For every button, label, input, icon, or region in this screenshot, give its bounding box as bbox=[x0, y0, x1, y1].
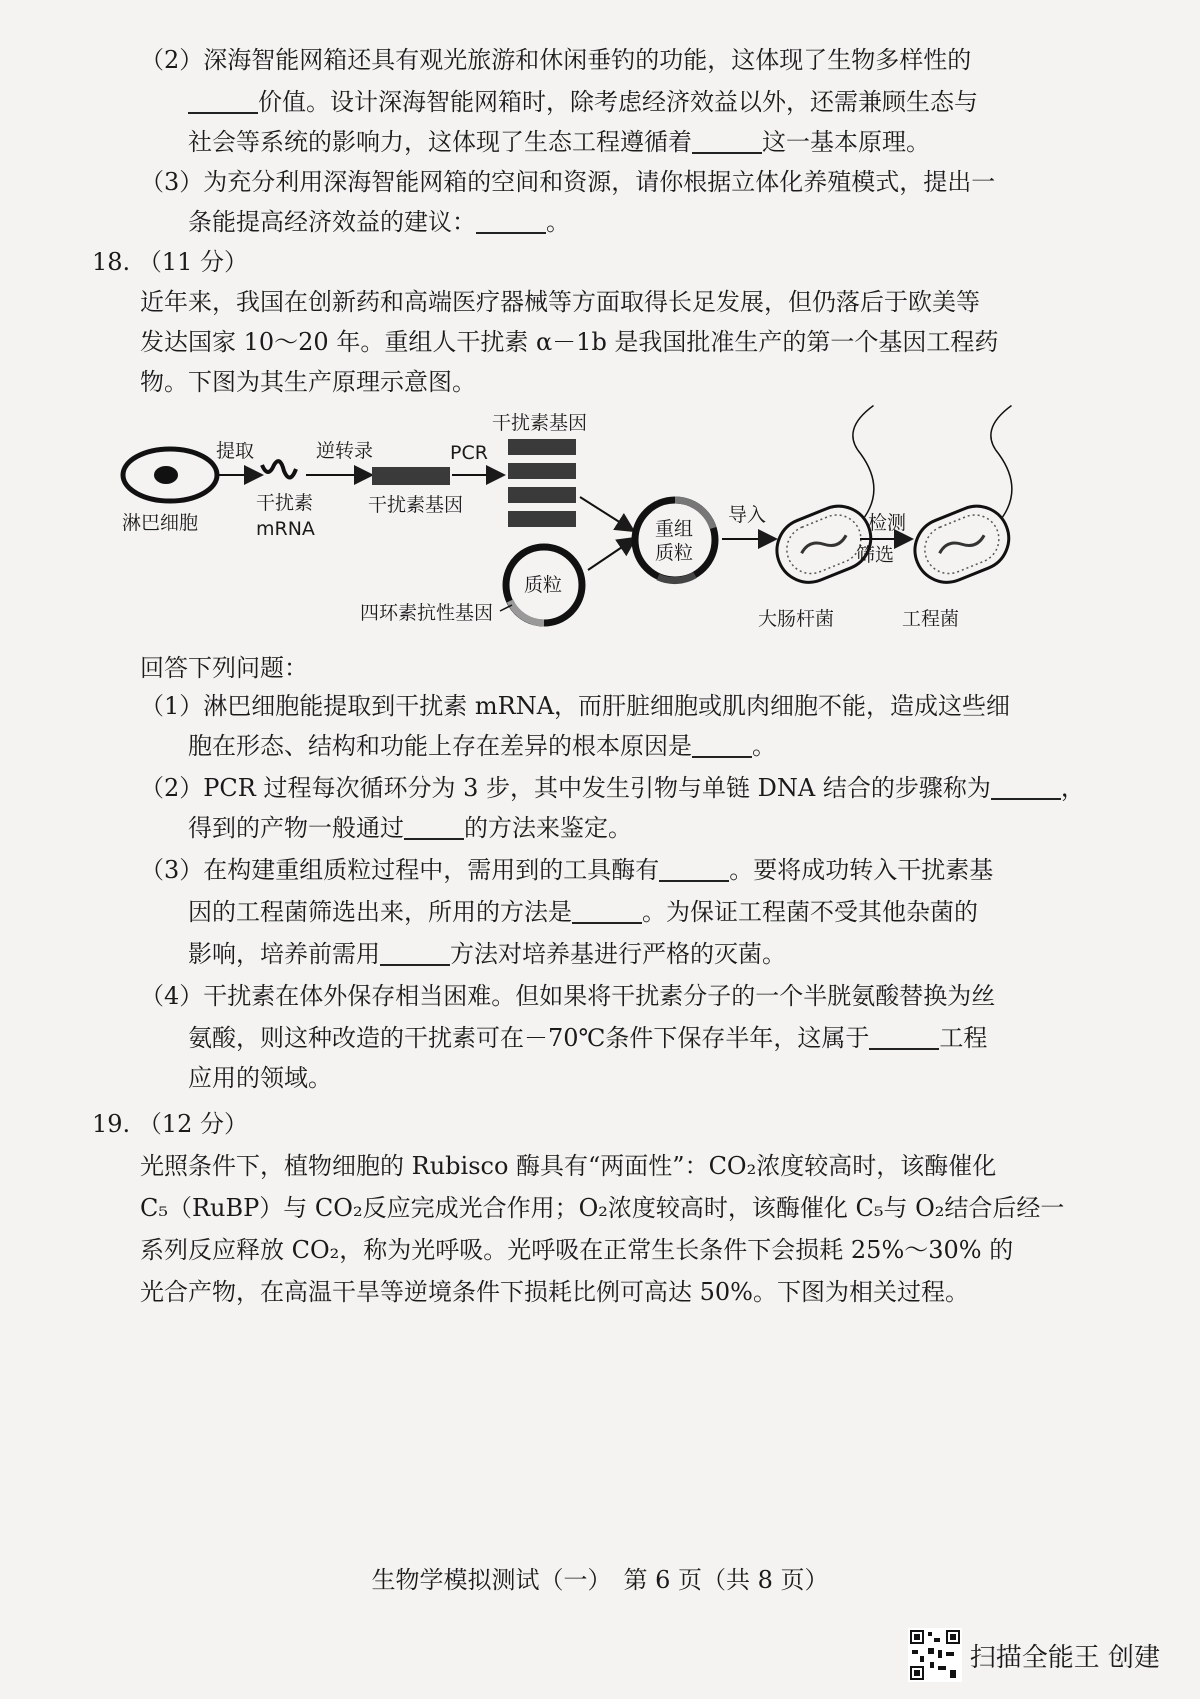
answer-blank[interactable] bbox=[404, 816, 464, 840]
gene-multi-label: 干扰素基因 bbox=[492, 412, 588, 434]
q17-part2-line2: 价值。设计深海智能网箱时，除考虑经济效益以外，还需兼顾生态与 bbox=[188, 86, 978, 118]
q18-intro-line1: 近年来，我国在创新药和高端医疗器械等方面取得长足发展，但仍落后于欧美等 bbox=[140, 288, 980, 316]
question-score: （12 分） bbox=[137, 1110, 248, 1138]
q19-line2: C₅（RuBP）与 CO₂反应完成光合作用；O₂浓度较高时，该酶催化 C₅与 O₂结合后经一 bbox=[140, 1194, 1065, 1222]
q18-header bbox=[92, 246, 248, 278]
q18-part3-line1: （3）在构建重组质粒过程中，需用到的工具酶有 。要将成功转入干扰素基 bbox=[140, 856, 994, 884]
q18-answer-prompt: 回答下列问题： bbox=[140, 654, 308, 682]
interferon-production-diagram bbox=[110, 405, 1070, 645]
q18-part4-line2: 氨酸，则这种改造的干扰素可在－70℃条件下保存半年，这属于 工程 bbox=[188, 1024, 988, 1052]
q17-part3-line2: 条能提高经济效益的建议： 。 bbox=[188, 208, 570, 236]
qr-code-icon bbox=[908, 1628, 962, 1682]
q19-line1: 光照条件下，植物细胞的 Rubisco 酶具有“两面性”：CO₂浓度较高时，该酶催化 bbox=[140, 1152, 997, 1180]
gene-block bbox=[508, 463, 576, 479]
lymphocyte-label: 淋巴细胞 bbox=[122, 512, 199, 534]
question-number: 19. bbox=[92, 1110, 131, 1138]
q19-line4: 光合产物，在高温干旱等逆境条件下损耗比例可高达 50%。下图为相关过程。 bbox=[140, 1278, 969, 1306]
q18-part4-line3: 应用的领域。 bbox=[188, 1064, 332, 1092]
page-footer: 生物学模拟测试（一） 第 6 页（共 8 页） bbox=[371, 1566, 829, 1594]
gene-block bbox=[372, 467, 450, 485]
answer-blank[interactable] bbox=[869, 1026, 939, 1050]
recombinant-label-line2: 质粒 bbox=[655, 542, 694, 564]
answer-blank[interactable] bbox=[692, 734, 752, 758]
e-coli-bacterium-icon bbox=[738, 406, 927, 592]
engineered-bacterium-icon bbox=[876, 406, 1065, 592]
q18-part4-line1: （4）干扰素在体外保存相当困难。但如果将干扰素分子的一个半胱氨酸替换为丝 bbox=[140, 982, 996, 1010]
scanner-watermark bbox=[908, 1628, 1160, 1682]
engineered-bacterium-label: 工程菌 bbox=[902, 608, 960, 630]
q18-part3-line2: 因的工程菌筛选出来，所用的方法是 。为保证工程菌不受其他杂菌的 bbox=[188, 898, 978, 926]
q17-part2-line3: 社会等系统的影响力，这体现了生态工程遵循着 这一基本原理。 bbox=[188, 128, 930, 156]
q18-part1-line2: 胞在形态、结构和功能上存在差异的根本原因是 。 bbox=[188, 732, 776, 760]
answer-blank[interactable] bbox=[991, 776, 1061, 800]
answer-blank[interactable] bbox=[572, 900, 642, 924]
q19-header bbox=[92, 1108, 248, 1140]
tetracycline-resistance-gene-label: 四环素抗性基因 bbox=[360, 602, 494, 624]
q18-part2-line2: 得到的产物一般通过 的方法来鉴定。 bbox=[188, 814, 632, 842]
answer-blank[interactable] bbox=[659, 858, 729, 882]
answer-blank[interactable] bbox=[380, 942, 450, 966]
answer-blank[interactable] bbox=[476, 210, 546, 234]
gene-block bbox=[508, 511, 576, 527]
reverse-transcription-label: 逆转录 bbox=[316, 440, 374, 462]
q18-intro-line3: 物。下图为其生产原理示意图。 bbox=[140, 368, 476, 396]
recombinant-plasmid-icon bbox=[635, 500, 715, 581]
mrna-squiggle-icon bbox=[262, 461, 296, 477]
plasmid-to-recombinant-arrow bbox=[588, 539, 634, 570]
q18-part1-line1: （1）淋巴细胞能提取到干扰素 mRNA，而肝脏细胞或肌肉细胞不能，造成这些细 bbox=[140, 692, 1011, 720]
question-score: （11 分） bbox=[137, 248, 248, 276]
q18-part3-line3: 影响，培养前需用 方法对培养基进行严格的灭菌。 bbox=[188, 940, 786, 968]
gene-block bbox=[508, 439, 576, 455]
gene-to-recombinant-arrow bbox=[580, 497, 632, 530]
plasmid-label: 质粒 bbox=[524, 574, 563, 596]
q17-part2-line1: （2）深海智能网箱还具有观光旅游和休闲垂钓的功能，这体现了生物多样性的 bbox=[140, 46, 972, 74]
q19-line3: 系列反应释放 CO₂，称为光呼吸。光呼吸在正常生长条件下会损耗 25%～30% 的 bbox=[140, 1236, 1014, 1264]
q17-part3-line1: （3）为充分利用深海智能网箱的空间和资源，请你根据立体化养殖模式，提出一 bbox=[140, 168, 996, 196]
recombinant-label-line1: 重组 bbox=[655, 518, 694, 540]
lymphocyte-cell-icon bbox=[123, 449, 217, 501]
mrna-label-line2: mRNA bbox=[256, 518, 315, 540]
introduce-label: 导入 bbox=[728, 504, 767, 526]
extract-label: 提取 bbox=[216, 440, 255, 462]
answer-blank[interactable] bbox=[692, 130, 762, 154]
q18-intro-line2: 发达国家 10～20 年。重组人干扰素 α－1b 是我国批准生产的第一个基因工程药 bbox=[140, 328, 999, 356]
gene-block bbox=[508, 487, 576, 503]
gene-single-label: 干扰素基因 bbox=[368, 494, 464, 516]
screen-label: 筛选 bbox=[856, 544, 895, 566]
mrna-label-line1: 干扰素 bbox=[256, 492, 314, 514]
scanner-label: 扫描全能王 创建 bbox=[969, 1642, 1160, 1673]
answer-blank[interactable] bbox=[188, 90, 258, 114]
q18-part2-line1: （2）PCR 过程每次循环分为 3 步，其中发生引物与单链 DNA 结合的步骤称为 ， bbox=[140, 774, 1085, 802]
question-number: 18. bbox=[92, 248, 131, 276]
pcr-label: PCR bbox=[450, 442, 488, 464]
detect-label: 检测 bbox=[868, 512, 907, 534]
e-coli-label: 大肠杆菌 bbox=[758, 608, 835, 630]
